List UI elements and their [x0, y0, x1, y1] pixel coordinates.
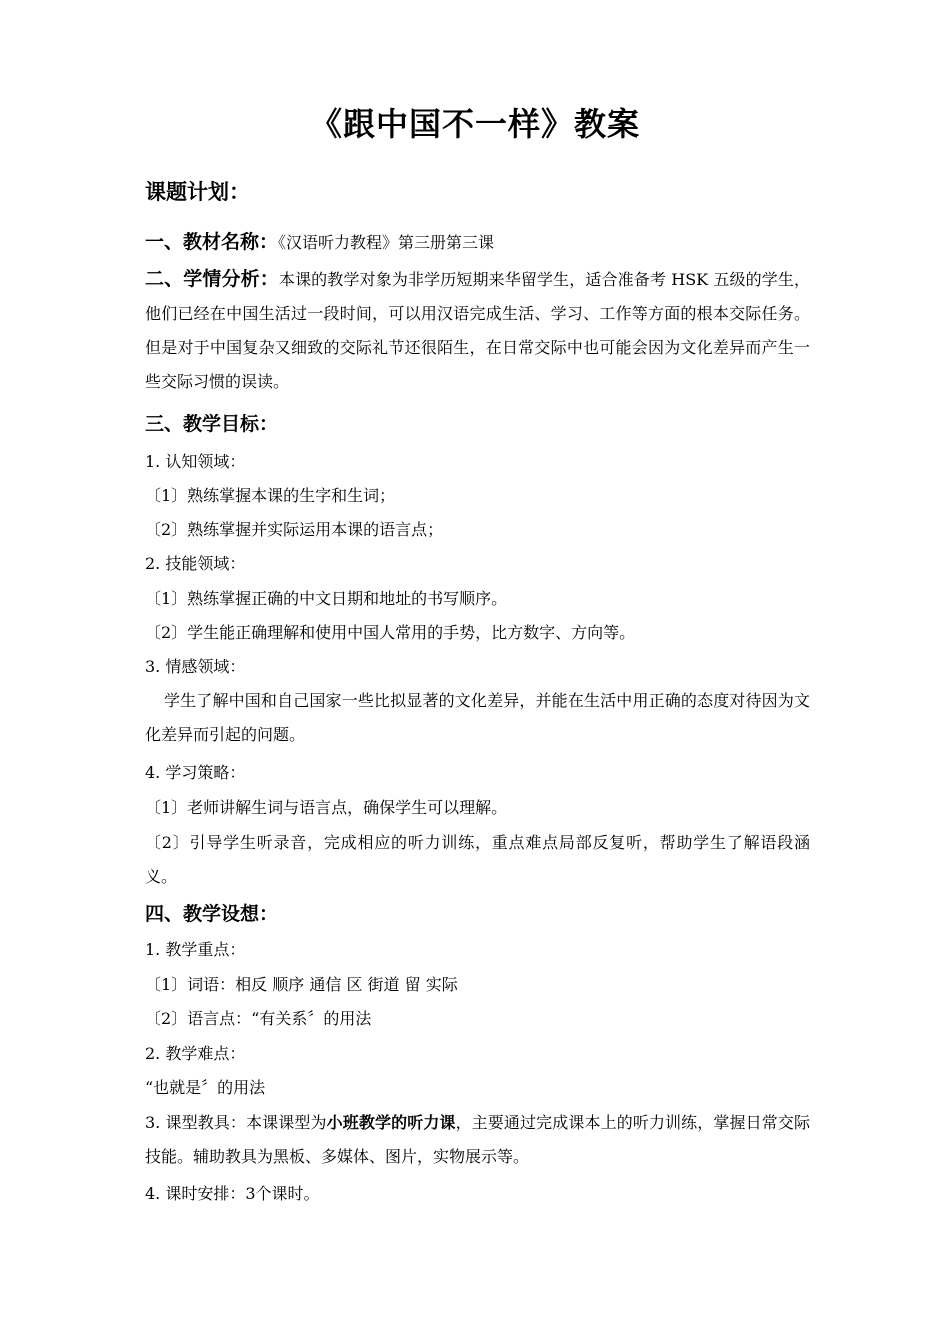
- section-4-item: 1. 教学重点：: [145, 940, 246, 959]
- section-1-line: [145, 230, 494, 255]
- schedule-line: 4. 课时安排：3个课时。: [145, 1184, 320, 1203]
- strategy-label: 4. 学习策略：: [145, 763, 246, 782]
- section-4-item: 〔1〕词语：相反 顺序 通信 区 街道 留 实际: [145, 975, 458, 994]
- section-3-item: 〔1〕熟练掌握正确的中文日期和地址的书写顺序。: [145, 589, 508, 608]
- section-3-heading: [145, 412, 278, 437]
- course-type-bold: 小班教学的听力课: [326, 1113, 456, 1132]
- section-4-label: 四、教学设想：: [145, 903, 279, 925]
- section-4-item: 〔2〕语言点：“有关系〞的用法: [145, 1009, 372, 1028]
- course-type-prefix: 3. 课型教具：本课课型为: [145, 1113, 327, 1132]
- section-3-item: 〔2〕熟练掌握并实际运用本课的语言点；: [145, 520, 444, 539]
- plan-heading: 课题计划：: [145, 180, 250, 204]
- affective-paragraph: 学生了解中国和自己国家一些比拟显著的文化差异，并能在生活中用正确的态度对待因为文化差异而引起的问题。: [145, 691, 810, 744]
- section-2-paragraph: [145, 262, 810, 399]
- course-type-suffix: ，主要通过完成课本上的听力训练，掌握日常交际技能。辅助教具为黑板、多媒体、图片，实物展示等。: [145, 1113, 810, 1166]
- section-3-item: 3. 情感领域：: [145, 657, 246, 676]
- section-4-item: “也就是〞的用法: [145, 1078, 266, 1097]
- course-type-paragraph: [145, 1106, 810, 1174]
- document-title: 《跟中国不一样》教案: [309, 105, 640, 143]
- section-4-item: 2. 教学难点：: [145, 1044, 246, 1063]
- section-3-item: 2. 技能领域：: [145, 554, 246, 573]
- strategy-item-2: 〔2〕引导学生听录音，完成相应的听力训练，重点难点局部反复听，帮助学生了解语段涵义。: [145, 833, 810, 886]
- section-4-heading: [145, 902, 278, 927]
- section-1-label: 一、教材名称：: [145, 231, 279, 253]
- section-3-label: 三、教学目标：: [145, 413, 279, 435]
- section-3-item: 1. 认知领域：: [145, 452, 246, 471]
- section-2-text: 本课的教学对象为非学历短期来华留学生，适合准备考 HSK 五级的学生，他们已经在中国生活过一段时间，可以用汉语完成生活、学习、工作等方面的根本交际任务。但是对于中国复杂又细致的交际礼节还很陌生，在日常交际中也可能会因为文化差异而产生一些交际习惯的误读。: [145, 270, 810, 391]
- section-2-label: 二、学情分析：: [145, 268, 279, 290]
- section-1-text: 《汉语听力教程》第三册第三课: [278, 233, 495, 252]
- section-3-item: 〔2〕学生能正确理解和使用中国人常用的手势，比方数字、方向等。: [145, 623, 636, 642]
- strategy-item-1: 〔1〕老师讲解生词与语言点，确保学生可以理解。: [145, 798, 508, 817]
- section-3-item: 〔1〕熟练掌握本课的生字和生词；: [145, 486, 396, 505]
